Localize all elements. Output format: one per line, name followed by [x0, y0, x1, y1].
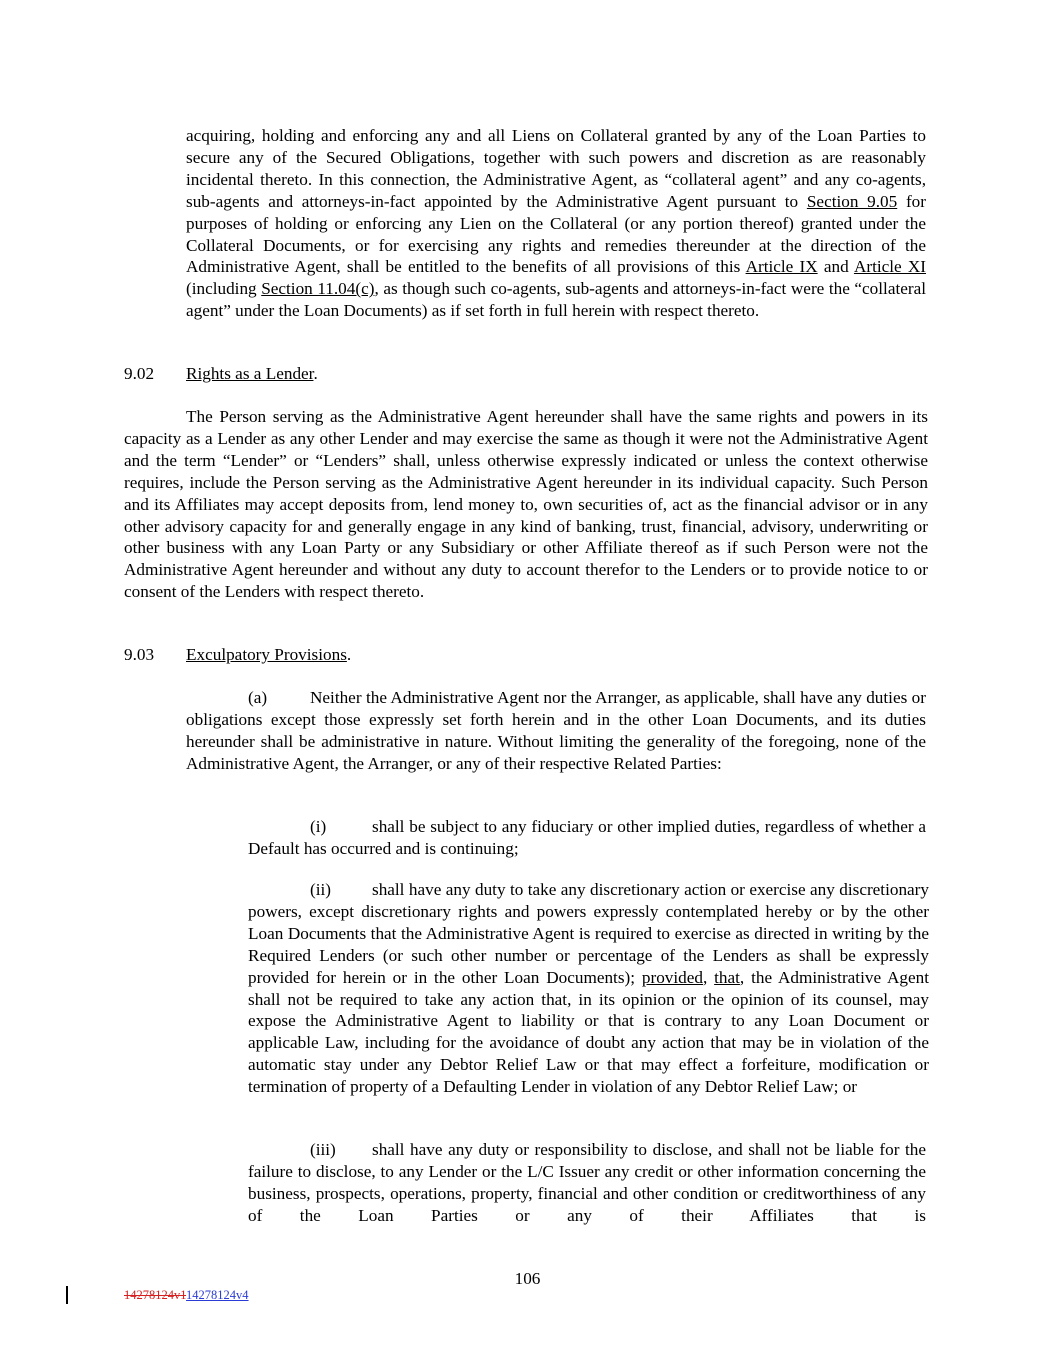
- clause-text: shall have any duty or responsibility to disclose, and shall not be liable for the failure to disclose, to any Lender or the L/C Issuer any credit or other information concerning the business, prospects, operations, property, financial and other condition or creditworthiness of any of the Loan Parties or any of their Affiliates that is: [248, 1140, 926, 1225]
- paragraph: The Person serving as the Administrative Agent hereunder shall have the same rights and powers in its capacity as a Lender as any other Lender and may exercise the same as though it were not the Administrative Agent and the term “Lender” or “Lenders” shall, unless otherwise expressly indicated or unless the context otherwise requires, include the Person serving as the Administrative Agent hereunder in its individual capacity. Such Person and its Affiliates may accept deposits from, lend money to, own securities of, act as the financial advisor or in any other advisory capacity for and generally engage in any kind of banking, trust, financial, advisory, underwriting or other business with any Loan Party or any Subsidiary or other Affiliate thereof as if such Person were not the Administrative Agent hereunder and without any duty to account therefor to the Lenders or to provide notice to or consent of the Lenders with respect thereto.: [124, 407, 928, 602]
- section-number: 9.03: [124, 645, 155, 664]
- article-reference: Article XI: [853, 257, 927, 277]
- clause-text: shall have any duty to take any discretionary action or exercise any discretionary powers, except discretionary rights and powers expressly contemplated hereby or by the other Loan Documents that the Administrative Agent is required to exercise as directed in writing by the Required Lenders (or such other number or percentage of the Lenders as shall be expressly provided for herein or in the other Loan Documents);: [248, 880, 929, 987]
- clause-text: , the Administrative Agent shall not be required to take any action that, in its opinion or the opinion of its counsel, may expose the Administrative Agent to liability or that is contrary to any Loan Document or applicable Law, including for the avoidance of doubt any action that may be in violation of the automatic stay under any Debtor Relief Law or that may effect a forfeiture, modification or termination of property of a Defaulting Lender in violation of any Debtor Relief Law; or: [248, 967, 929, 1097]
- clause-iii: [248, 1139, 926, 1227]
- clause-i: [248, 816, 926, 860]
- defined-term: that: [714, 967, 740, 987]
- section-9-01-continuation: [186, 125, 926, 322]
- section-9-02-heading: [124, 363, 318, 385]
- article-reference: Article IX: [745, 257, 818, 277]
- paragraph: [186, 125, 926, 322]
- section-9-02-body: [124, 406, 928, 603]
- paragraph-text: , as though such co-agents, sub-agents and attorneys-in-fact were the “collateral agent” under the Loan Documents) as if set forth in full herein with respect thereto.: [186, 279, 926, 321]
- defined-term: provided: [641, 967, 703, 987]
- paragraph: [248, 879, 929, 1098]
- revision-change-bar: [66, 1286, 68, 1304]
- paragraph-text: (including: [186, 279, 262, 299]
- paragraph: [248, 1139, 926, 1227]
- section-9-03-heading: [124, 644, 351, 666]
- heading-period: .: [313, 364, 318, 383]
- document-id: [124, 1288, 249, 1303]
- clause-a: [186, 687, 926, 775]
- section-reference: Section 11.04(c): [261, 279, 375, 299]
- section-title: Exculpatory Provisions: [186, 645, 347, 664]
- clause-text: Neither the Administrative Agent nor the Arranger, as applicable, shall have any duties or obligations except those expressly set forth herein and in the other Loan Documents, and its duties hereunder shall be administrative in nature. Without limiting the generality of the foregoing, none of the Administrative Agent, the Arranger, or any of their respective Related Parties:: [186, 688, 926, 773]
- paragraph: [248, 816, 926, 860]
- heading-period: .: [346, 645, 352, 664]
- clause-label: (iii): [310, 1140, 336, 1159]
- clause-ii: [248, 879, 929, 1098]
- clause-label: (i): [310, 817, 327, 836]
- punctuation: ,: [702, 967, 715, 987]
- clause-label: (ii): [310, 880, 331, 899]
- section-number: 9.02: [124, 364, 155, 383]
- document-id-deleted: 14278124v1: [124, 1288, 187, 1302]
- document-id-inserted: 14278124v4: [186, 1288, 249, 1302]
- clause-label: (a): [248, 688, 268, 707]
- paragraph-text: for purposes of holding or enforcing any Lien on the Collateral (or any portion thereof) granted under the Collateral Documents, or for exercising any rights and remedies thereunder at the direction of the Administrative Agent, shall be entitled to the benefits of all provisions of this: [186, 191, 926, 277]
- page-number: 106: [514, 1269, 541, 1288]
- section-reference: Section 9.05: [806, 191, 898, 211]
- section-title: Rights as a Lender: [186, 364, 314, 383]
- paragraph-text: and: [817, 257, 854, 277]
- paragraph-text: acquiring, holding and enforcing any and all Liens on Collateral granted by any of the Loan Parties to secure any of the Secured Obligations, together with such powers and discretion as are reasonably incidental thereto. In this connection, the Administrative Agent, as “collateral agent” and any co-agents, sub-agents and attorneys-in-fact appointed by the Administrative Agent pursuant to: [186, 126, 926, 211]
- paragraph: [186, 687, 926, 775]
- clause-text: shall be subject to any fiduciary or other implied duties, regardless of whether a Default has occurred and is continuing;: [248, 817, 926, 858]
